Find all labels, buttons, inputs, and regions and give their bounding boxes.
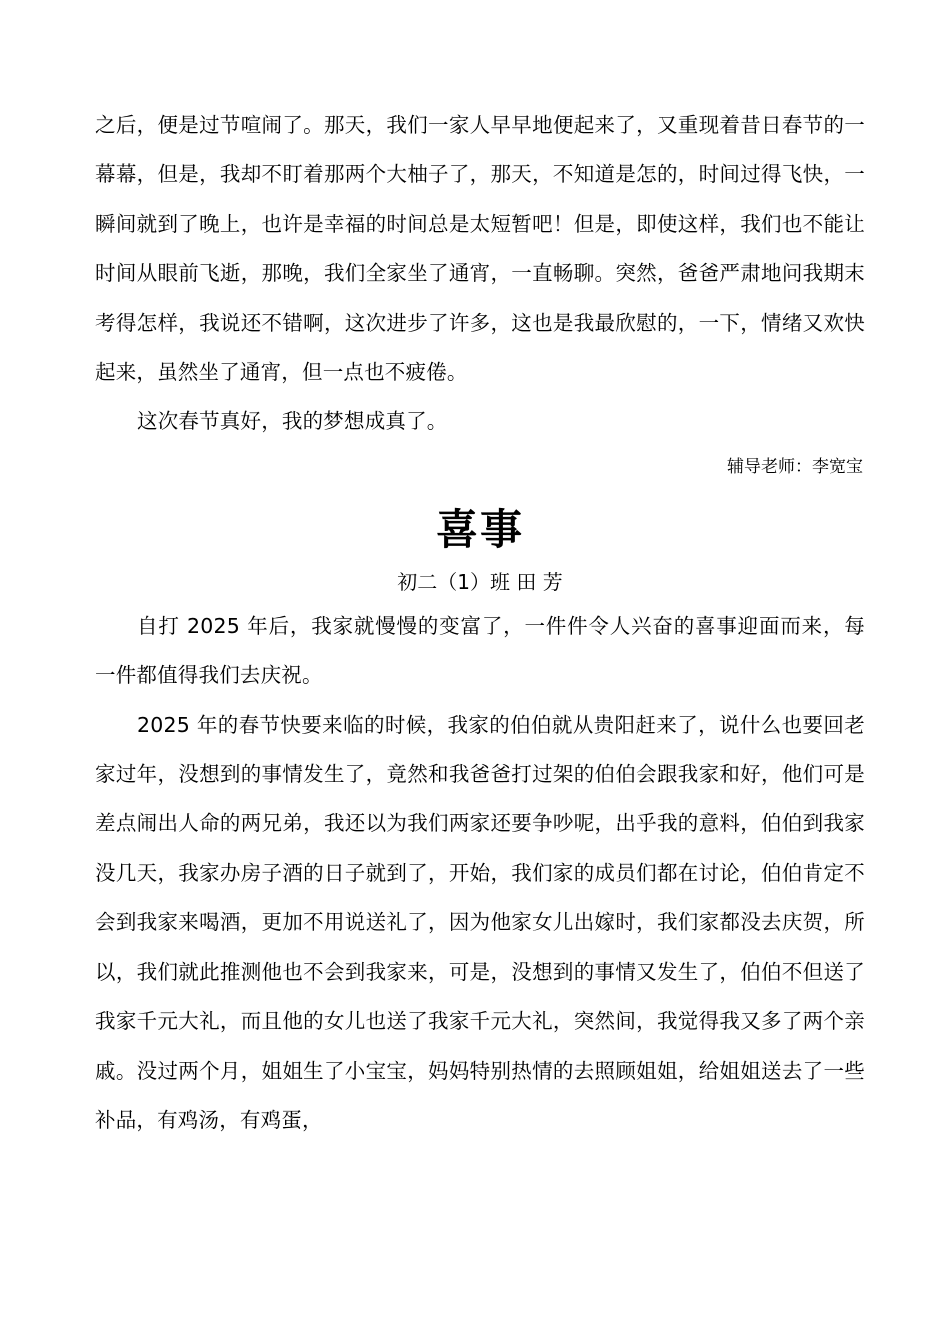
essay-title: 喜事	[435, 504, 524, 554]
essay1-paragraph-2: 这次春节真好，我的梦想成真了。	[137, 409, 448, 434]
essay2-paragraph-1: 自打 2025 年后，我家就慢慢的变富了，一件件令人兴奋的喜事迎面而来，每一件都值得我们去庆祝。	[95, 613, 865, 688]
document-page	[95, 101, 865, 1145]
tutor-credit: 辅导老师：李宽宝	[727, 456, 863, 477]
author-byline: 初二（1）班 田 芳	[397, 569, 563, 594]
essay2-paragraph-2: 2025 年的春节快要来临的时候，我家的伯伯就从贵阳赶来了，说什么也要回老家过年，没想到的事情发生了，竟然和我爸爸打过架的伯伯会跟我家和好，他们可是差点闹出人命的两兄弟，我还以为我们两家还要争吵呢，出乎我的意料，伯伯到我家没几天，我家办房子酒的日子就到了，开始，我们家的成员们都在讨论，伯伯肯定不会到我家来喝酒，更加不用说送礼了，因为他家女儿出嫁时，我们家都没去庆贺，所以，我们就此推测他也不会到我家来，可是，没想到的事情又发生了，伯伯不但送了我家千元大礼，而且他的女儿也送了我家千元大礼，突然间，我觉得我又多了两个亲戚。没过两个月，姐姐生了小宝宝，妈妈特别热情的去照顾姐姐，给姐姐送去了一些补品，有鸡汤，有鸡蛋，	[95, 712, 865, 1132]
essay1-paragraph-1: 之后，便是过节喧闹了。那天，我们一家人早早地便起来了，又重现着昔日春节的一幕幕，但是，我却不盯着那两个大柚子了，那天，不知道是怎的，时间过得飞快，一瞬间就到了晚上，也许是幸福的时间总是太短暂吧！但是，即使这样，我们也不能让时间从眼前飞逝，那晚，我们全家坐了通宵，一直畅聊。突然，爸爸严肃地问我期末考得怎样，我说还不错啊，这次进步了许多，这也是我最欣慰的，一下，情绪又欢快起来，虽然坐了通宵，但一点也不疲倦。	[95, 113, 865, 385]
